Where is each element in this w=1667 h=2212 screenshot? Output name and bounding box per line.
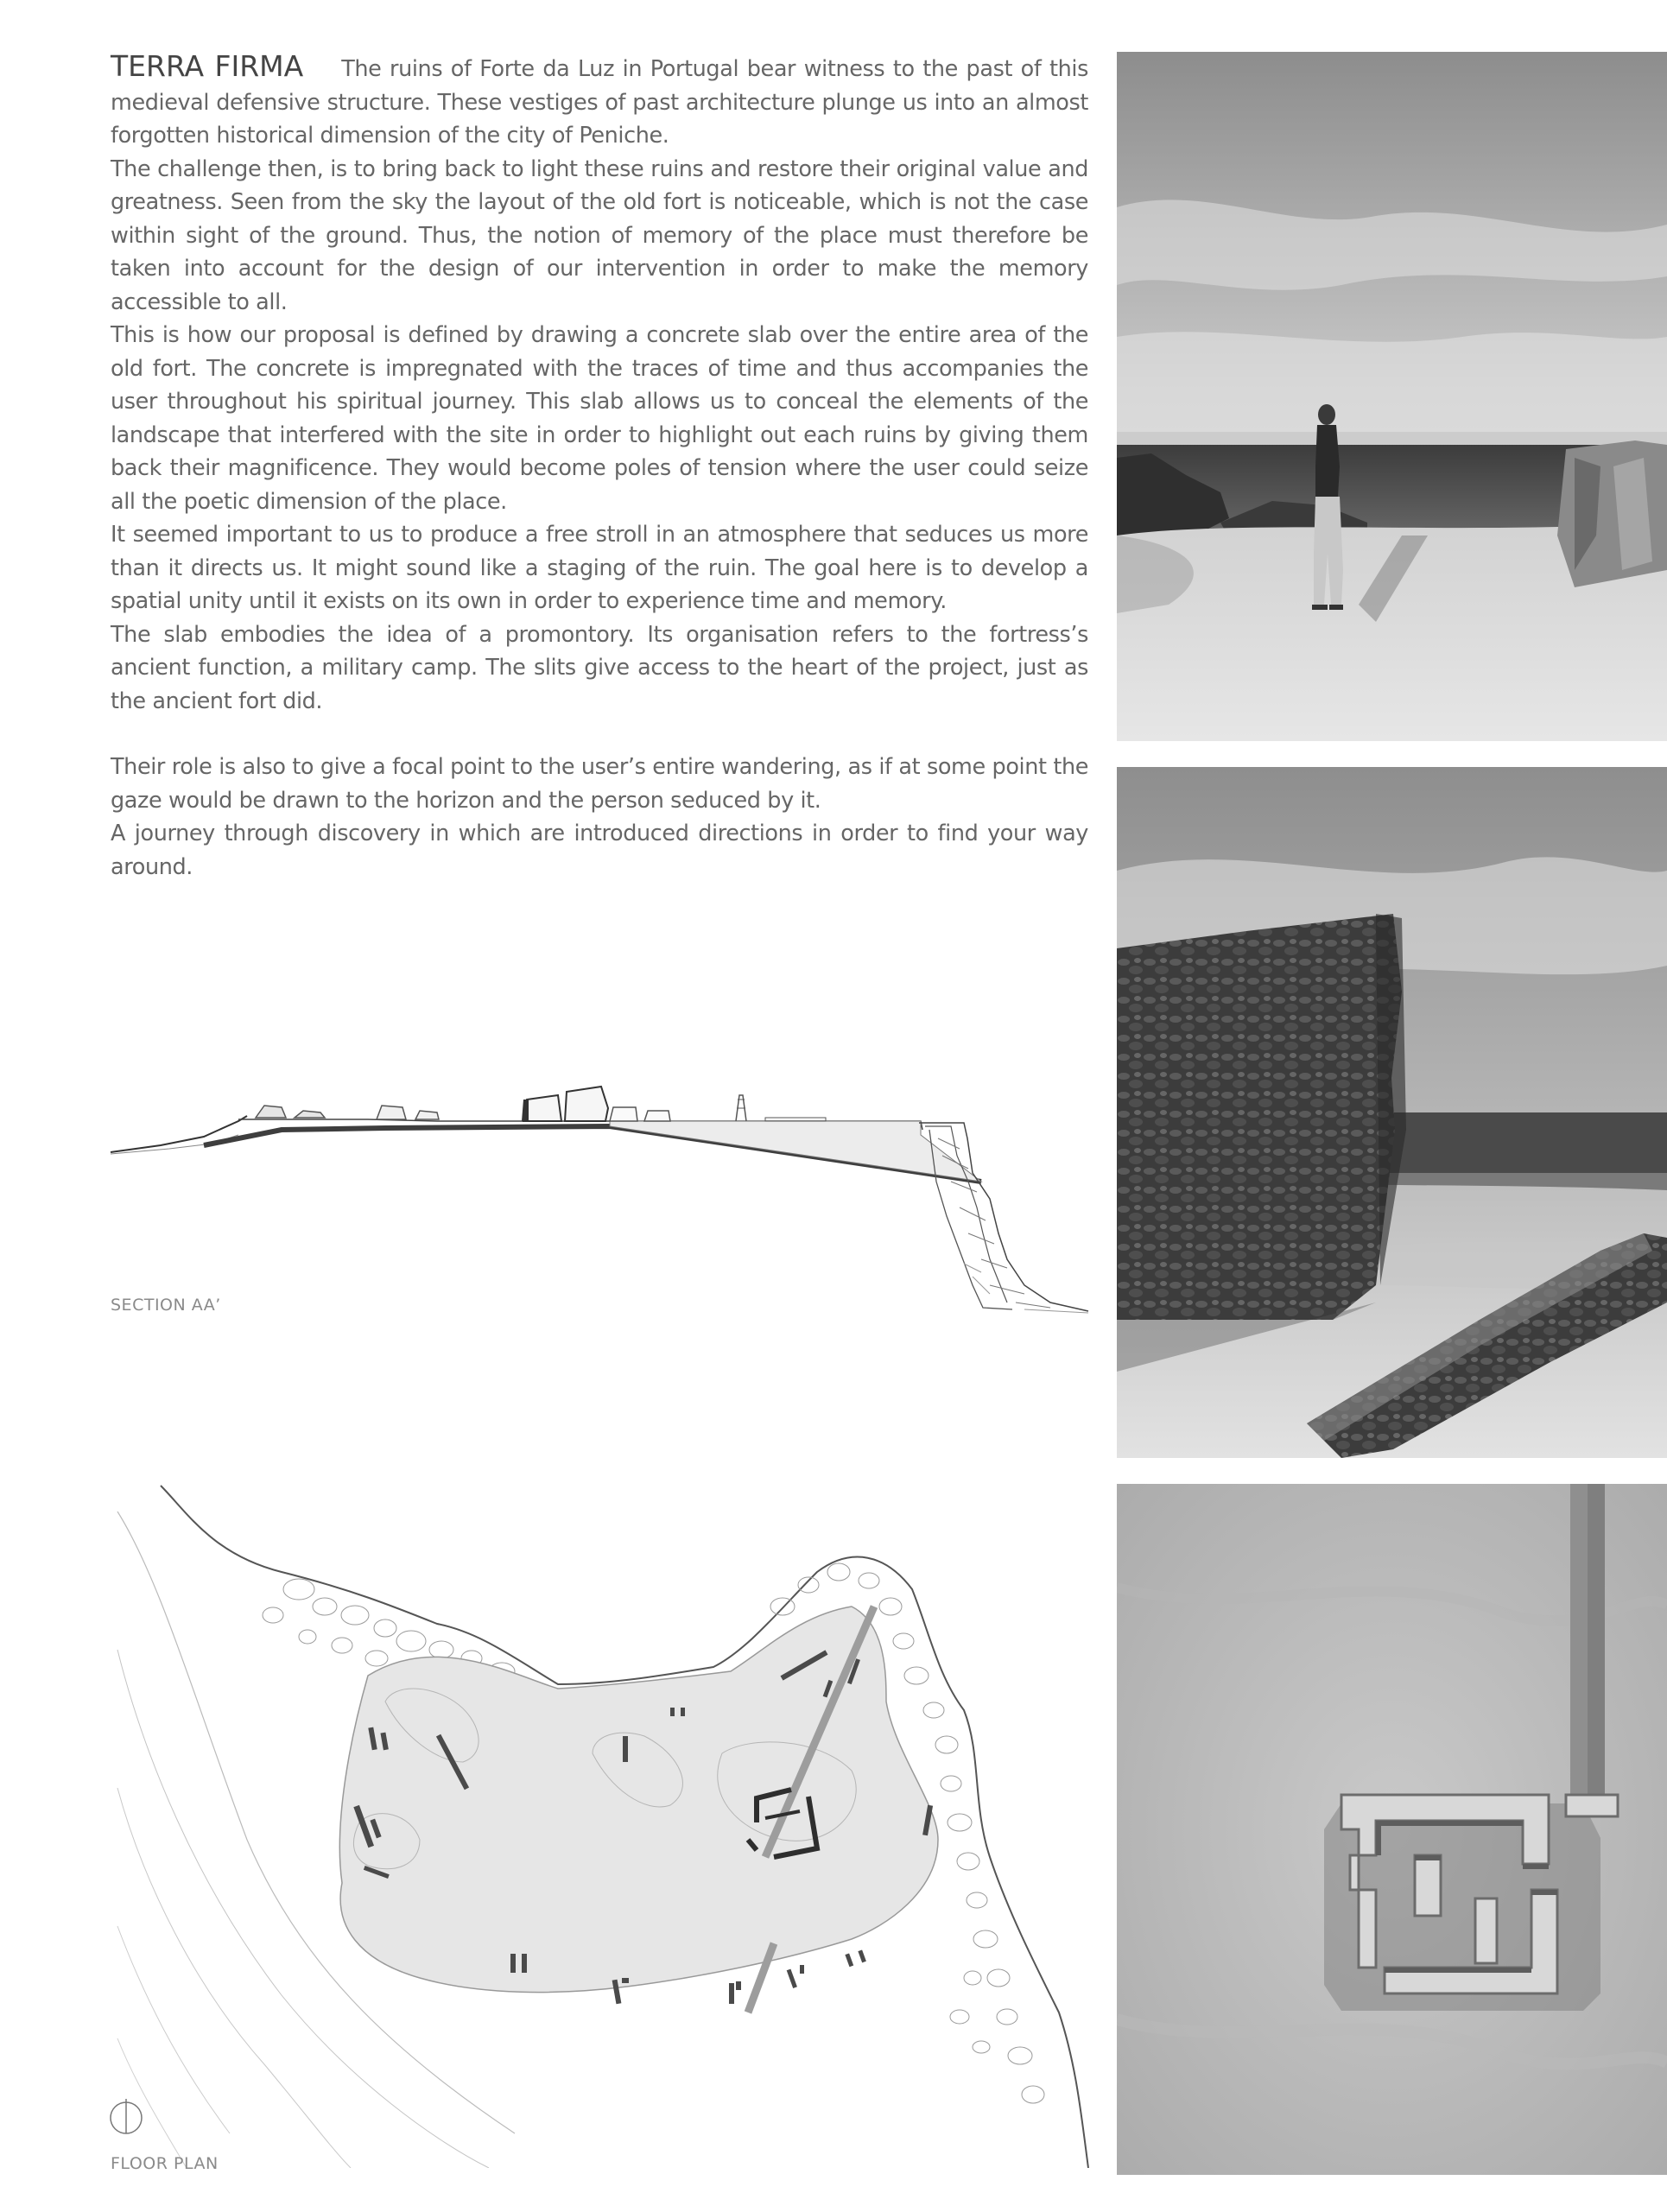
- paragraph-gap: [111, 718, 1088, 751]
- photo-woman-by-sea: [1117, 52, 1667, 741]
- article-body: [111, 50, 1088, 884]
- lead-paragraph: [111, 50, 1088, 153]
- section-label: SECTION AA’: [111, 1296, 221, 1315]
- body-paragraph: The slab embodies the idea of a promontory. Its organisation refers to the fortress’s ancient function, a military camp. The slits give access to the heart of the project, just as the ancient fort did.: [111, 621, 1088, 714]
- photo-ruined-walls: [1117, 767, 1667, 1458]
- body-paragraph: A journey through discovery in which are introduced directions in order to find your way around.: [111, 821, 1088, 880]
- article-title: TERRA FIRMA: [111, 49, 304, 83]
- body-paragraph: It seemed important to us to produce a free stroll in an atmosphere that seduces us more than it directs us. It might sound like a staging of the ruin. The goal here is to develop a spatial unity until it exists on its own in order to experience time and memory.: [111, 522, 1088, 614]
- floor-plan-label: FLOOR PLAN: [111, 2154, 219, 2173]
- body-paragraph: The challenge then, is to bring back to light these ruins and restore their original value and greatness. Seen from the sky the layout of the old fort is noticeable, which is not the case within sight of the ground. Thus, the notion of memory of the place must therefore be taken into account for the design of our intervention in order to make the memory accessible to all.: [111, 155, 1088, 315]
- floor-plan-drawing: [109, 1477, 1090, 2168]
- body-paragraph: Their role is also to give a focal point to the user’s entire wandering, as if at some point the gaze would be drawn to the horizon and the person seduced by it.: [111, 754, 1088, 814]
- section-drawing: [109, 922, 1090, 1320]
- photo-aerial-ruin: [1117, 1484, 1667, 2175]
- body-paragraph: This is how our proposal is defined by drawing a concrete slab over the entire area of the old fort. The concrete is impregnated with the traces of time and thus accompanies the user throughout his spiritual journey. This slab allows us to conceal the elements of the landscape that interfered with the site in order to highlight out each ruins by giving them back their magnificence. They would become poles of tension where the user could seize all the poetic dimension of the place.: [111, 322, 1088, 515]
- lead-text: The ruins of Forte da Luz in Portugal bear witness to the past of this medieval defensive structure. These vestiges of past architecture plunge us into an almost forgotten historical dimension of the city of Peniche.: [111, 56, 1088, 149]
